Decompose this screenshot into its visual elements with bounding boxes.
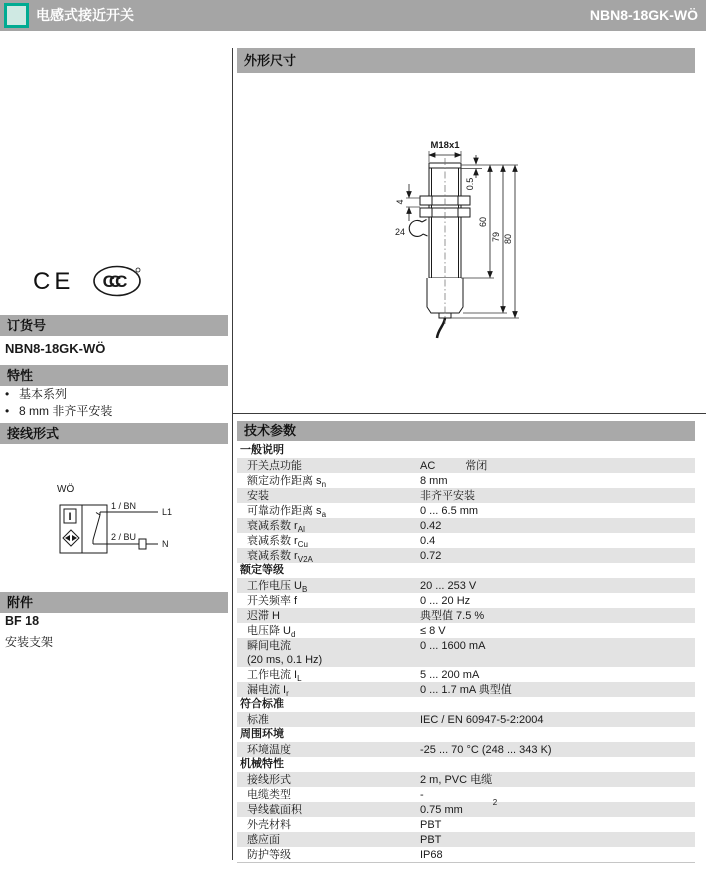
dim-label-thread: M18x1 [430,140,460,151]
row-label: 迟滞 H [247,609,280,622]
row-label: 开关频率 f [247,594,298,607]
row-value: IP68 [420,848,443,861]
row-value: IEC / EN 60947-5-2:2004 [420,713,544,726]
output-symbol: I [68,511,72,523]
table-row [237,473,695,488]
row-value: AC 常闭 [420,459,488,472]
row-value: 非齐平安装 [420,489,475,502]
section-tech-data: 技术参数 [237,421,695,441]
section-dimensions: 外形尺寸 [237,48,695,73]
row-label: 漏电流 $I_r$ [247,683,289,698]
product-number-header: NBN8-18GK-WÖ [589,7,698,23]
table-row [237,832,695,847]
row-label: 额定动作距离 $s_n$ [247,474,327,489]
dim-label-nut: 4 [395,199,405,205]
row-value: - [420,788,424,801]
table-row [237,682,695,697]
row-value: 0.72 [420,549,442,562]
dim-label-80: 80 [503,233,513,245]
term1-label: L1 [162,507,173,517]
dim-label-face: 0.5 [465,177,475,191]
cable [437,318,445,338]
table-row [237,667,695,682]
ccc-text: CCC [102,272,122,291]
row-label: 电缆类型 [247,788,291,801]
row-label: 安装 [247,489,269,502]
row-value: 0 ... 1.7 mA 典型值 [420,683,512,696]
section-divider [233,413,706,414]
row-label: 防护等级 [247,848,291,861]
bullet-icon [5,386,19,403]
row-label: 衰减系数 $r_{V2A}$ [247,549,313,564]
table-row [237,503,695,518]
accessory-desc: 安装支架 [5,635,54,649]
features-list [5,386,225,420]
table-row [237,817,695,832]
row-value: 8 mm [420,474,448,487]
row-label: 感应面 [247,833,280,846]
table-section-header: 周围环境 [240,728,284,740]
row-value: 0.75 mm 2 [420,797,498,816]
table-section-header: 机械特性 [240,758,284,770]
row-label: 工作电压 $U_B$ [247,579,308,594]
table-row [237,712,695,727]
wiring-variant-label: WÖ [57,484,75,495]
row-value: 0 ... 1600 mA [420,639,486,652]
section-order-number: 订货号 [0,315,228,336]
feature-text: 8 mm 非齐平安装 [19,404,113,418]
row-value: 0.4 [420,534,436,547]
table-row [237,608,695,623]
column-divider [232,48,233,860]
order-number-value: NBN8-18GK-WÖ [5,341,106,356]
row-value: 5 ... 200 mA [420,668,480,681]
row-value: PBT [420,818,442,831]
wire1-label: 1 / BN [111,501,137,511]
accessory-model: BF 18 [5,614,40,628]
table-end-rule [237,862,695,863]
table-section-header: 符合标准 [240,698,284,710]
ce-mark: CE [33,268,75,295]
dim-label-60: 60 [478,216,488,228]
feature-item [5,403,225,420]
tech-table [237,443,695,863]
dim-label-wrench: 24 [395,227,406,237]
feature-item [5,386,225,403]
table-row [237,518,695,533]
page-title: 电感式接近开关 [36,7,134,23]
row-label: 接线形式 [247,773,291,786]
row-value: PBT [420,833,442,846]
row-label: 环境温度 [247,743,291,756]
table-section-header: 一般说明 [240,444,284,456]
wiring-diagram [36,474,211,574]
row-label: 瞬间电流 (20 ms, 0.1 Hz) [247,639,323,666]
row-value: 0 ... 20 Hz [420,594,471,607]
feature-text: 基本系列 [19,387,68,401]
section-connection: 接线形式 [0,423,228,444]
row-label: 衰减系数 $r_{Al}$ [247,519,305,534]
dim-label-79: 79 [491,231,501,243]
table-row [237,458,695,473]
table-row [237,488,695,503]
table-row [237,533,695,548]
row-label: 可靠动作距离 $s_a$ [247,504,327,519]
wrench-icon [409,220,427,237]
row-value: 20 ... 253 V [420,579,477,592]
row-value: ≤ 8 V [420,624,446,637]
table-row [237,578,695,593]
table-row [237,548,695,563]
table-row [237,742,695,757]
row-label: 开关点功能 [247,459,302,472]
row-value: 2 m, PVC 电缆 [420,773,493,786]
section-features: 特性 [0,365,228,386]
wire2-label: 2 / BU [111,532,137,542]
section-accessories: 附件 [0,592,228,613]
row-label: 导线截面积 [247,803,302,816]
tech-table-body [237,443,695,862]
ccc-mark [92,263,144,299]
row-label: 标准 [247,713,269,726]
table-row [237,797,695,817]
row-value: 0 ... 6.5 mm [420,504,479,517]
table-row [237,593,695,608]
brand-icon [4,3,29,28]
bullet-icon [5,403,19,420]
row-label: 外壳材料 [247,818,291,831]
table-section-header: 额定等级 [240,564,284,576]
term2-label: N [162,539,169,549]
table-row [237,787,695,802]
row-value: -25 ... 70 °C (248 ... 343 K) [420,743,552,756]
table-row [237,638,695,667]
row-label: 衰减系数 $r_{Cu}$ [247,534,308,549]
row-label: 电压降 $U_d$ [247,624,296,639]
table-row [237,772,695,787]
table-row [237,623,695,638]
sensor-barrel [429,163,461,278]
row-value: 典型值 7.5 % [420,609,485,622]
row-label: 工作电流 $I_L$ [247,668,302,683]
row-value: 0.42 [420,519,442,532]
table-row [237,847,695,862]
dimension-drawing [360,116,570,361]
header-bar [0,0,706,31]
